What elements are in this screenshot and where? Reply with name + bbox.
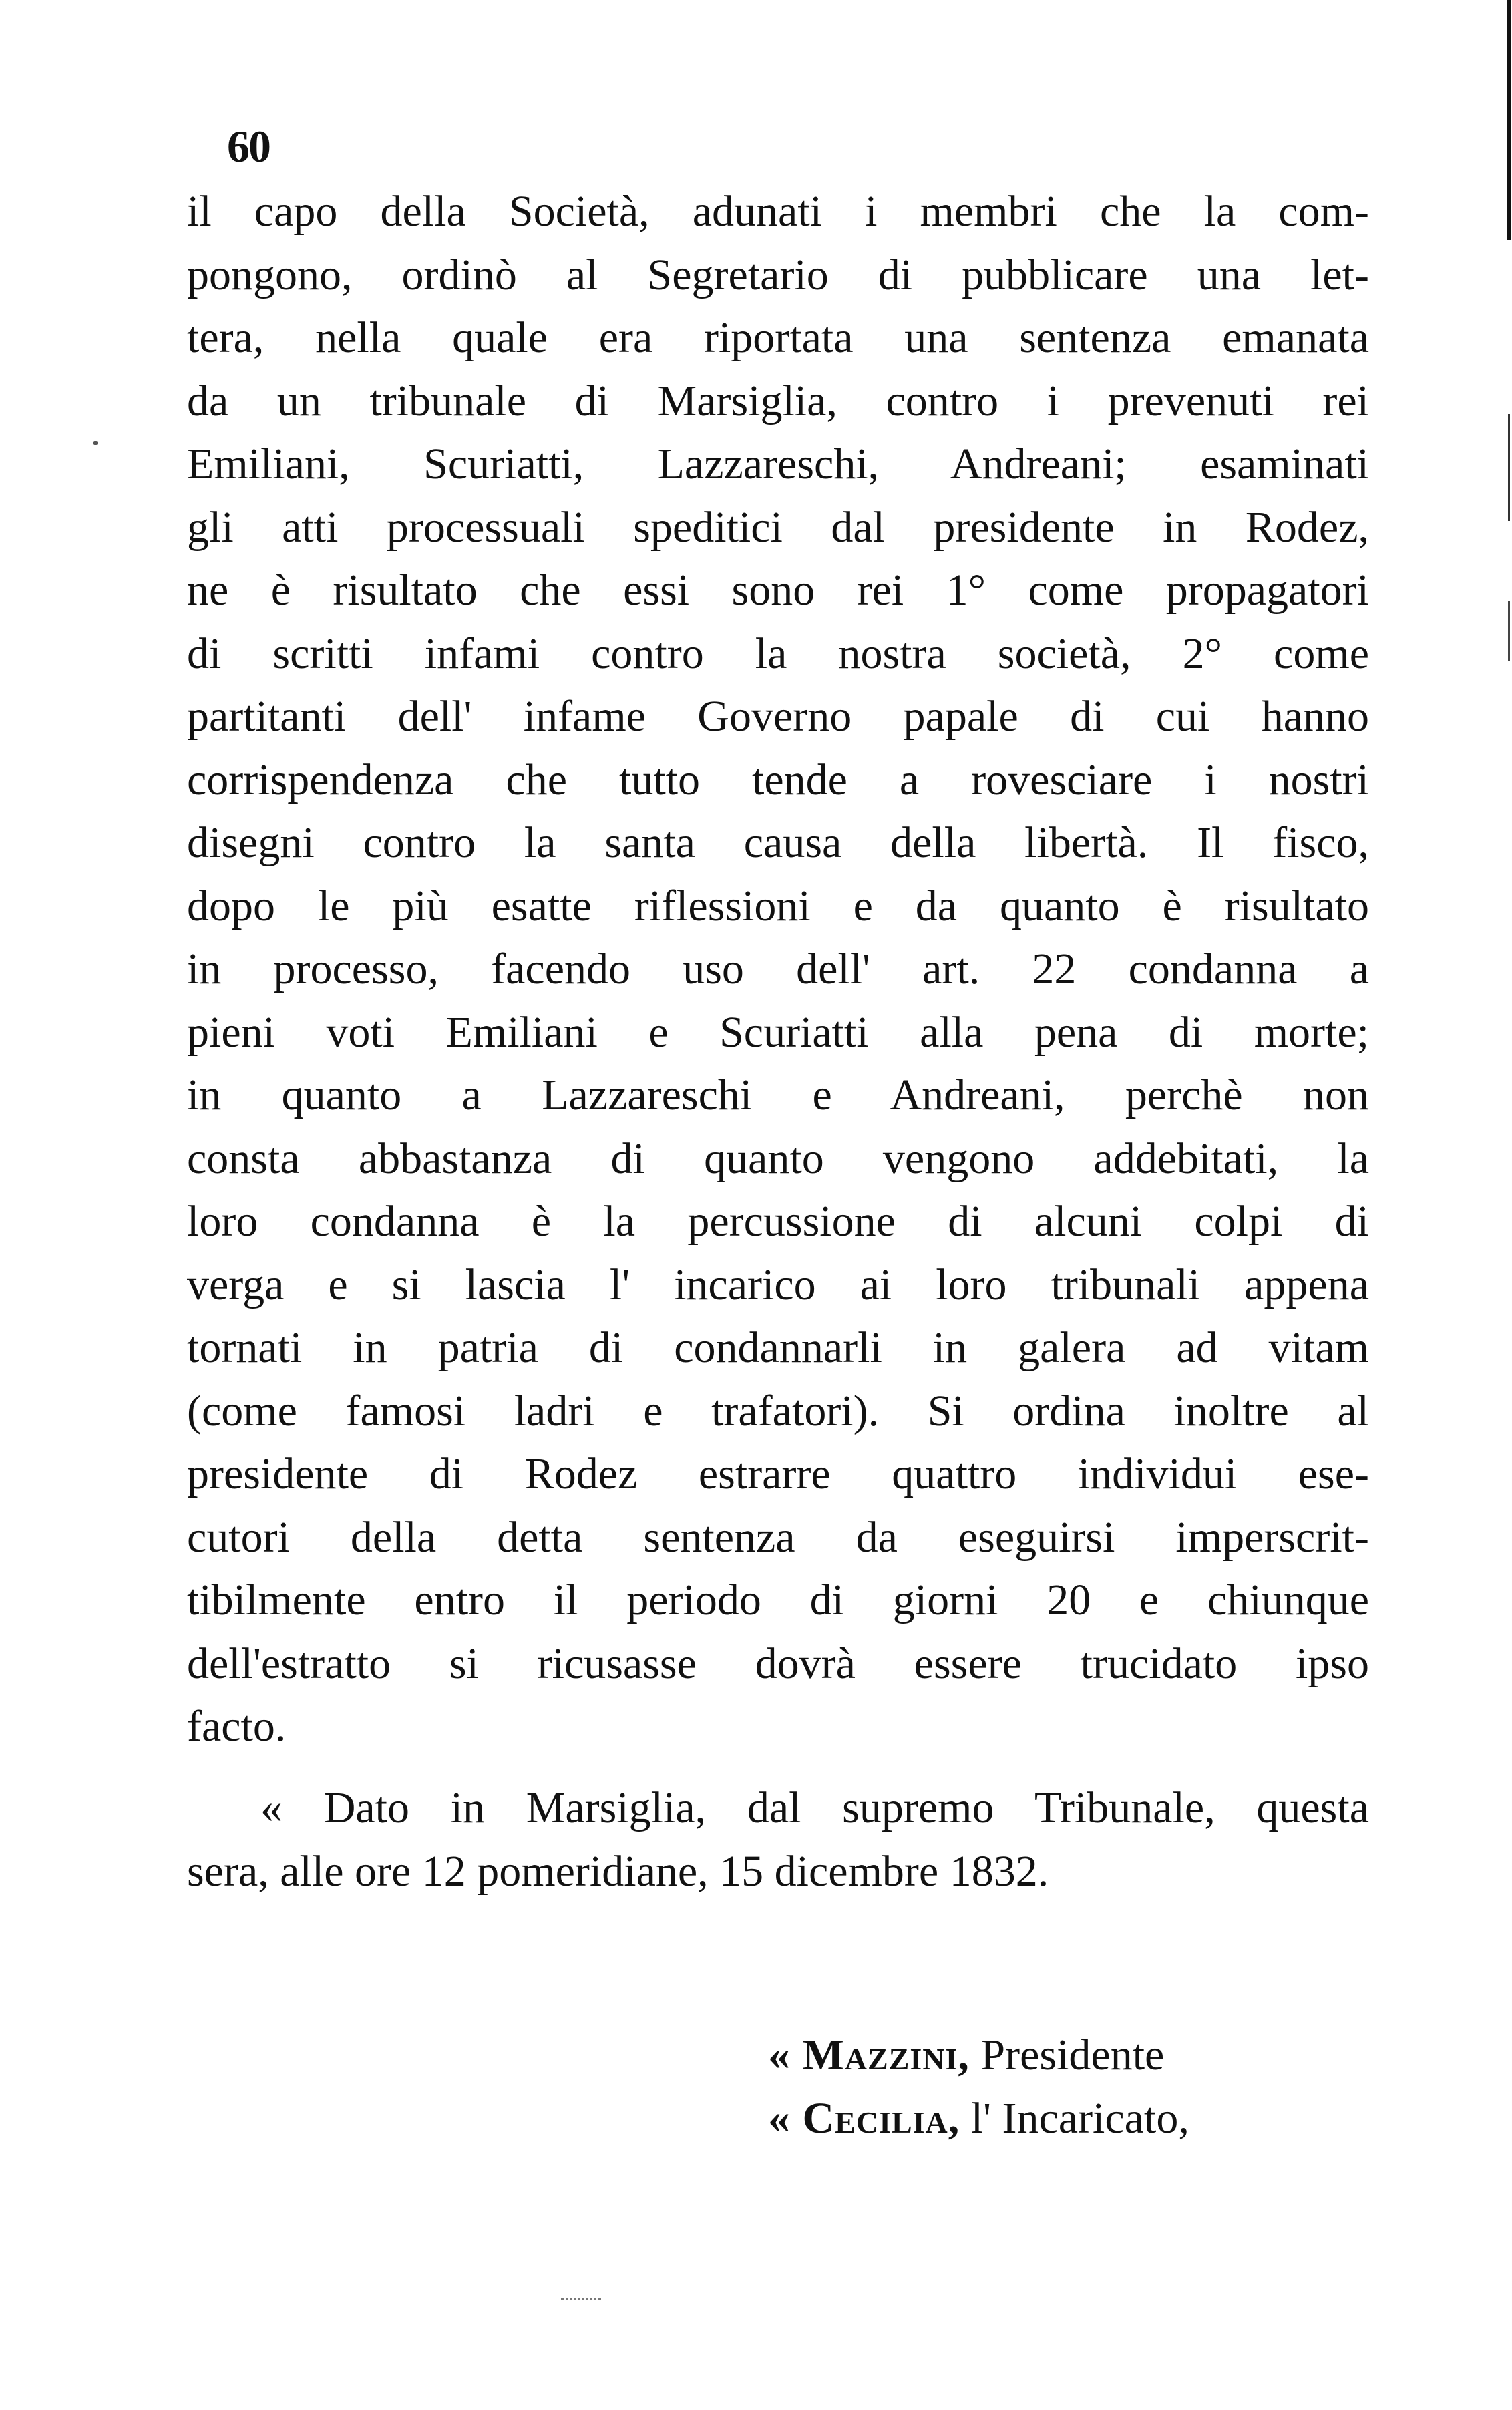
text-line: facto. xyxy=(187,1702,287,1751)
text-line: pongono, ordinò al Segretario di pubblicare una let- xyxy=(187,250,1369,299)
signature-incaricato xyxy=(768,2087,1189,2150)
body-text xyxy=(187,180,1369,1759)
signature-president xyxy=(768,2024,1164,2087)
text-line: tibilmente entro il periodo di giorni 20 e chiunque xyxy=(187,1576,1369,1624)
signature-name: « Cecilia, xyxy=(768,2094,960,2143)
text-line: presidente di Rodez estrarre quattro individui ese- xyxy=(187,1449,1369,1498)
text-line: da un tribunale di Marsiglia, contro i prevenuti rei xyxy=(187,376,1369,425)
dateline-line: « Dato in Marsiglia, dal supremo Tribunale, questa xyxy=(260,1783,1369,1832)
text-line: loro condanna è la percussione di alcuni colpi di xyxy=(187,1197,1369,1246)
ink-speck xyxy=(93,441,98,445)
text-line: tera, nella quale era riportata una sentenza emanata xyxy=(187,313,1369,362)
text-line: consta abbastanza di quanto vengono addebitati, la xyxy=(187,1134,1369,1183)
ink-dots xyxy=(561,2298,601,2302)
text-line: in processo, facendo uso dell' art. 22 condanna a xyxy=(187,944,1369,993)
signature-name: « Mazzini, xyxy=(768,2031,970,2079)
text-line: pieni voti Emiliani e Scuriatti alla pena di morte; xyxy=(187,1007,1369,1057)
edge-shadow-line xyxy=(1508,601,1510,661)
text-line: verga e si lascia l' incarico ai loro tribunali appena xyxy=(187,1260,1369,1309)
text-line: Emiliani, Scuriatti, Lazzareschi, Andreani; esaminati xyxy=(187,440,1369,488)
edge-shadow-line xyxy=(1507,0,1511,240)
text-line: corrispendenza che tutto tende a rovesciare i nostri xyxy=(187,755,1369,804)
text-line: dell'estratto si ricusasse dovrà essere trucidato ipso xyxy=(187,1639,1369,1688)
text-line: di scritti infami contro la nostra società, 2° come xyxy=(187,629,1369,678)
text-line: cutori della detta sentenza da eseguirsi imperscrit- xyxy=(187,1512,1369,1562)
edge-shadow-line xyxy=(1508,414,1510,521)
text-line: ne è risultato che essi sono rei 1° come propagatori xyxy=(187,566,1369,615)
text-line: il capo della Società, adunati i membri che la com- xyxy=(187,187,1369,236)
text-line: partitanti dell' infame Governo papale di cui hanno xyxy=(187,692,1369,741)
text-line: dopo le più esatte riflessioni e da quanto è risultato xyxy=(187,881,1369,930)
text-line: disegni contro la santa causa della libertà. Il fisco, xyxy=(187,818,1369,867)
signature-role: Presidente xyxy=(980,2031,1165,2079)
text-line: in quanto a Lazzareschi e Andreani, perchè non xyxy=(187,1071,1369,1120)
text-line: tornati in patria di condannarli in galera ad vitam xyxy=(187,1323,1369,1372)
text-line: (come famosi ladri e trafatori). Si ordina inoltre al xyxy=(187,1386,1369,1435)
page-edge xyxy=(1500,0,1512,2410)
page-number: 60 xyxy=(227,121,270,172)
signature-role: l' Incaricato, xyxy=(970,2094,1189,2143)
dateline-line: sera, alle ore 12 pomeridiane, 15 dicembre 1832. xyxy=(187,1846,1049,1896)
text-line: gli atti processuali speditici dal presidente in Rodez, xyxy=(187,502,1369,552)
dateline xyxy=(187,1777,1369,1903)
